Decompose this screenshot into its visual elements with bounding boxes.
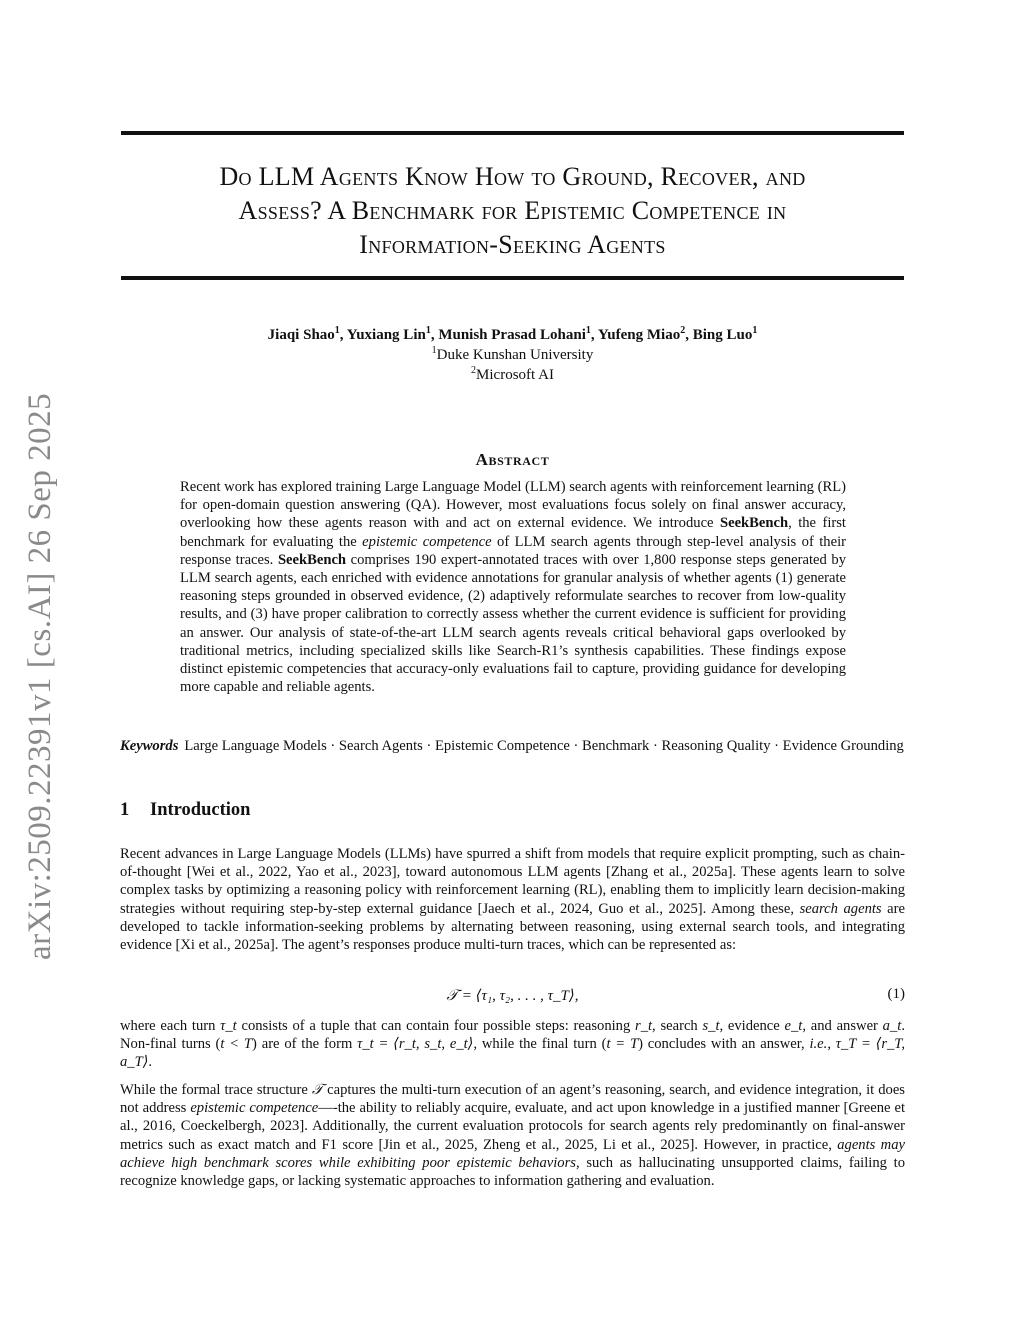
- emphasis-text: epistemic competence: [190, 1100, 319, 1117]
- abstract-span: comprises 190 expert-annotated traces with over 1,800 response steps generated by LLM search agents, each enriched with evidence annotations for granular analysis of whether agents (1) generate reasoning steps grounded in observed evidence, (2) adaptively reformulate searches to recover from low-quality results, and (3) have proper calibration to correctly assess whether the current evidence is sufficient for providing an answer. Our analysis of state-of-the-art LLM search agents reveals critical behavioral gaps overlooked by traditional metrics, including specialized skills like Search-R1’s synthesis capabilities. These findings expose distinct epistemic competencies that accuracy-only evaluations fail to capture, providing guidance for developing more capable and reliable agents.: [180, 551, 846, 696]
- equation-number: (1): [887, 986, 905, 1002]
- author-block: [121, 325, 904, 385]
- affiliation-mark: 1: [585, 325, 591, 336]
- emphasis-text: agents may achieve high benchmark scores while exhibiting poor epistemic behaviors: [120, 1136, 905, 1171]
- abstract-span: , the first benchmark for evaluating the: [180, 515, 846, 550]
- emphasis-text: epistemic competence: [362, 533, 492, 550]
- math-inline: e_t: [784, 1018, 803, 1034]
- paragraph-span: are developed to tackle information-seeking problems by alternating between reasoning, using external search tools, and integrating evidence [Xi et al., 2025a]. The agent’s responses produce multi-turn traces, which can be represented as:: [120, 900, 905, 954]
- paragraph-span: ) are of the form: [252, 1036, 358, 1053]
- paragraph-span: , evidence: [719, 1018, 785, 1034]
- author-name: Bing Luo: [692, 327, 753, 343]
- affiliation-mark: 1: [334, 325, 340, 336]
- math-inline: t = T: [606, 1036, 639, 1053]
- paragraph-span: ) concludes with an answer,: [638, 1036, 810, 1053]
- math-inline: τ_T = ⟨r_T, a_T⟩: [120, 1036, 905, 1071]
- paragraph-span: . Non-final turns (: [120, 1018, 905, 1053]
- title-rule-top: [121, 131, 904, 135]
- math-inline: τ_t = ⟨r_t, s_t, e_t⟩: [357, 1036, 474, 1053]
- paragraph-span: ,: [827, 1036, 836, 1053]
- keywords-list: Large Language Models · Search Agents · Epistemic Competence · Benchmark · Reasoning Quality · Evidence Grounding: [184, 738, 904, 754]
- author-name: Yufeng Miao: [597, 327, 681, 343]
- title-line-3: Information-Seeking Agents: [359, 230, 666, 259]
- benchmark-name: SeekBench: [277, 551, 347, 568]
- paragraph-3: [120, 1081, 905, 1190]
- paragraph-span: , such as hallucinating unsupported claims, failing to recognize knowledge gaps, or lacking systematic approaches to information gathering and evaluation.: [120, 1154, 906, 1190]
- section-heading: [120, 800, 250, 821]
- benchmark-name: SeekBench: [719, 515, 789, 532]
- affiliation-mark: 1: [431, 345, 437, 356]
- paragraph-span: captures the multi-turn execution of an agent’s reasoning, search, and evidence integration, it does not address: [120, 1082, 905, 1117]
- paragraph-span: consists of a tuple that can contain four possible steps: reasoning: [236, 1018, 636, 1034]
- equation-body: 𝒯 = ⟨τ₁, τ₂, . . . , τ_T⟩,: [446, 988, 579, 1004]
- author-name: Yuxiang Lin: [346, 327, 426, 343]
- paragraph-span: Recent advances in Large Language Models (LLMs) have spurred a shift from models that require explicit prompting, such as chain-of-thought [Wei et al., 2022, Yao et al., 2023], toward autonomous LLM agents [Zhang et al., 2025a]. These agents learn to solve complex tasks by optimizing a reasoning policy with reinforcement learning (RL), enabling them to implicitly learn decision-making strategies without requiring step-by-step external guidance [Jaech et al., 2024, Guo et al., 2025]. Among these,: [120, 846, 905, 917]
- title-line-2: Assess? A Benchmark for Epistemic Competence in: [238, 196, 787, 225]
- math-inline: a_t: [882, 1018, 902, 1034]
- author-name: Munish Prasad Lohani: [438, 327, 586, 343]
- paragraph-1: [120, 845, 905, 954]
- paragraph-span: , search: [652, 1018, 703, 1034]
- affiliation-name: Microsoft AI: [476, 367, 554, 383]
- title-rule-bottom: [121, 276, 904, 280]
- arxiv-identifier[interactable]: arXiv:2509.22391v1 [cs.AI] 26 Sep 2025: [22, 392, 58, 960]
- math-inline: τ_t: [220, 1018, 237, 1034]
- affiliation-name: Duke Kunshan University: [436, 347, 594, 363]
- author-name: Jiaqi Shao: [267, 327, 335, 343]
- paper-title: [121, 160, 904, 262]
- affiliation-mark: 1: [752, 325, 758, 336]
- abstract-span: of LLM search agents through step-level analysis of their response traces.: [180, 533, 846, 568]
- title-line-1: Do LLM Agents Know How to Ground, Recover, and: [219, 162, 806, 191]
- section-title: Introduction: [150, 800, 251, 820]
- emphasis-text: i.e.: [809, 1036, 828, 1053]
- paragraph-2: [120, 1017, 905, 1072]
- emphasis-text: search agents: [799, 900, 882, 917]
- abstract-span: Recent work has explored training Large Language Model (LLM) search agents with reinforcement learning (RL) for open-domain question answering (QA). However, most evaluations focus solely on final answer accuracy, overlooking how these agents reason with and act on external evidence. We introduce: [180, 479, 846, 532]
- paragraph-span: , while the final turn (: [473, 1036, 607, 1053]
- paragraph-span: .: [148, 1054, 153, 1071]
- abstract-text: [180, 478, 846, 696]
- affiliation-mark: 2: [680, 325, 686, 336]
- keywords: [120, 737, 905, 755]
- keywords-label: Keywords: [120, 738, 179, 754]
- math-inline: t < T: [220, 1036, 253, 1053]
- equation-1: [120, 986, 905, 1006]
- affiliation-1: [121, 345, 904, 365]
- abstract-heading: Abstract: [475, 450, 550, 469]
- math-inline: 𝒯: [311, 1082, 324, 1098]
- math-inline: s_t: [702, 1018, 720, 1034]
- paragraph-span: where each turn: [120, 1018, 221, 1034]
- paragraph-span: While the formal trace structure: [120, 1082, 312, 1098]
- section-number: 1: [120, 800, 130, 820]
- affiliation-mark: 1: [425, 325, 431, 336]
- author-list: Jiaqi Shao$^1$, Yuxiang Lin$^1$, Munish Prasad Lohani$^1$, Yufeng Miao$^2$, Bing Luo$^1$: [267, 325, 758, 343]
- affiliation-2: [121, 365, 904, 385]
- paragraph-span: —-the ability to reliably acquire, evaluate, and act upon knowledge in a justified manner [Greene et al., 2016, Coeckelbergh, 2023]. Additionally, the current evaluation protocols for search agents rely predominantly on final-answer metrics such as exact match and F1 score [Jin et al., 2025, Zheng et al., 2025, Li et al., 2025]. However, in practice,: [120, 1100, 906, 1153]
- paragraph-span: , and answer: [802, 1018, 883, 1034]
- affiliation-mark: 2: [471, 365, 477, 376]
- math-inline: r_t: [635, 1018, 653, 1034]
